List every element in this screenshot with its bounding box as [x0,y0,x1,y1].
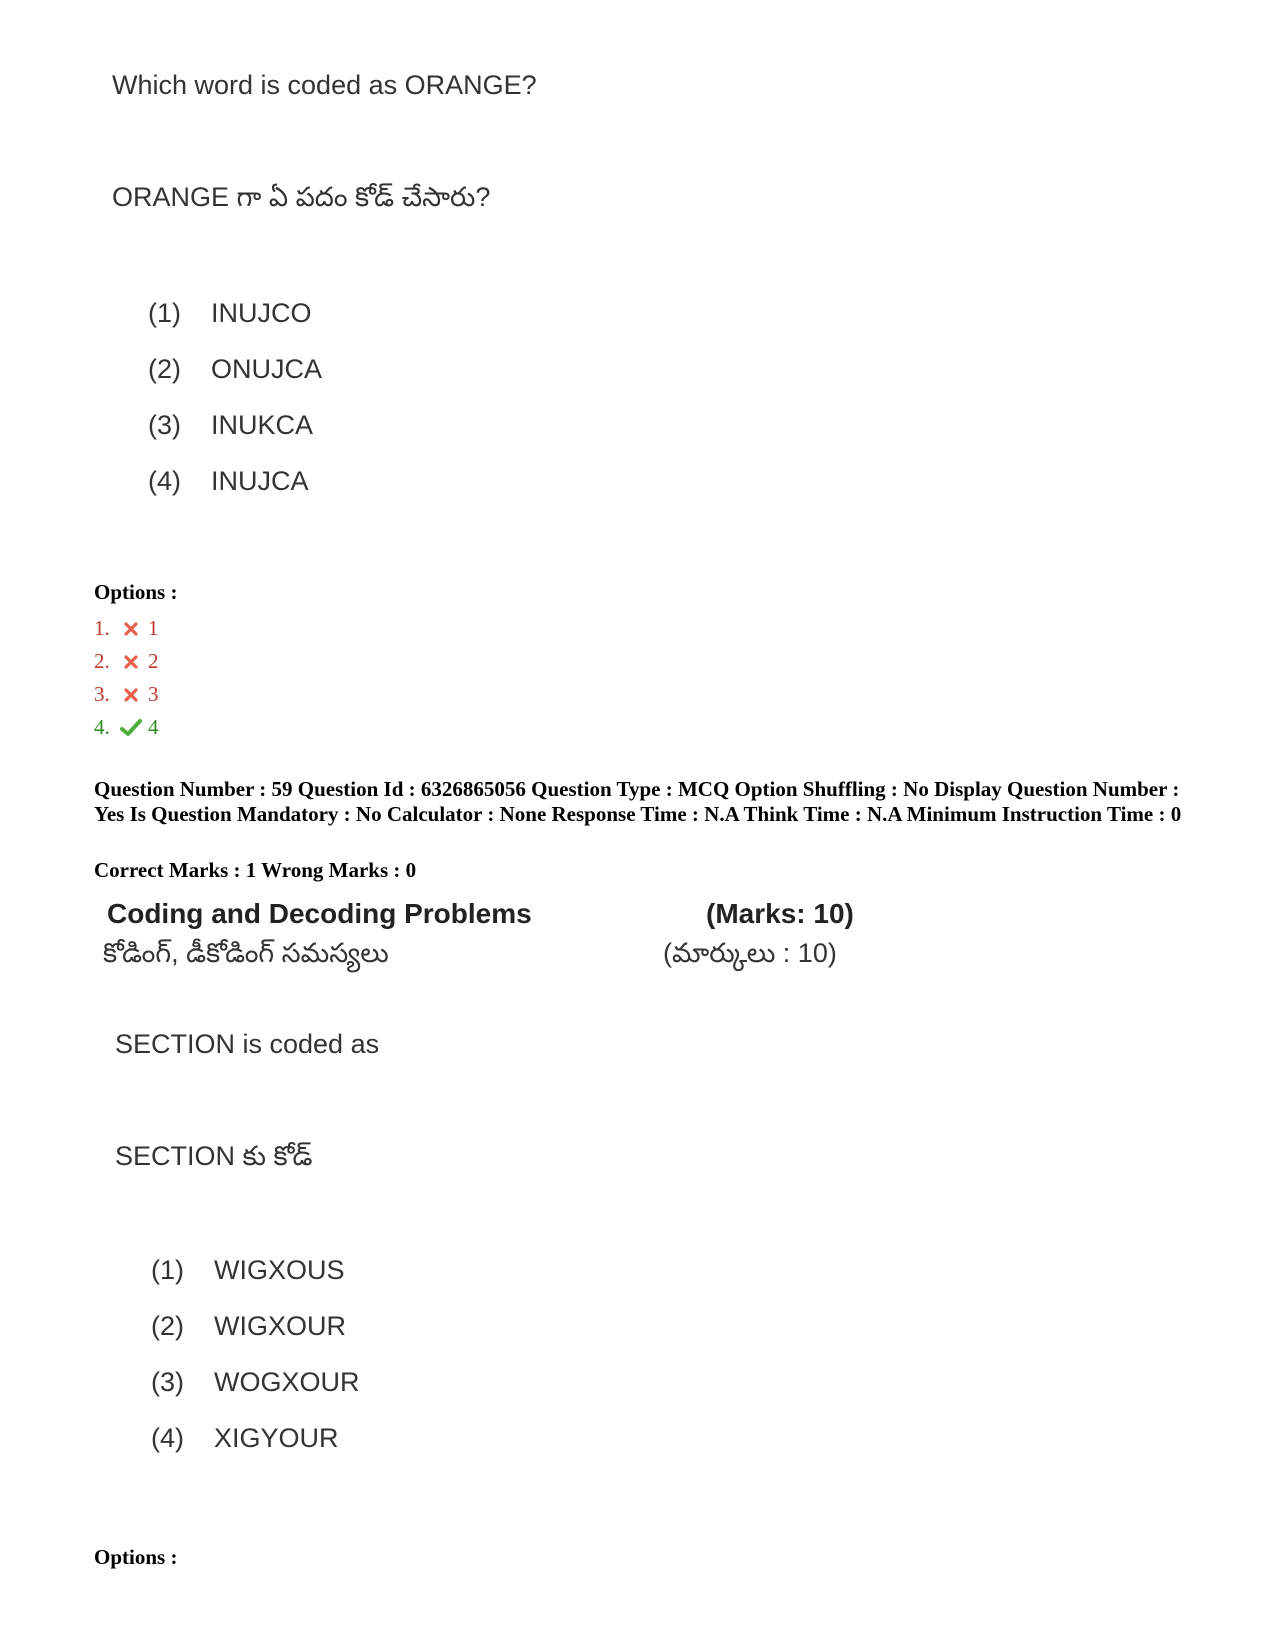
cross-icon [116,654,146,670]
answer-index: 3. [94,682,110,706]
choice-text: ONUJCA [211,354,323,384]
choice-text: INUKCA [211,410,314,440]
answer-index: 4. [94,715,110,739]
choice-item [148,354,322,385]
check-icon [116,719,146,737]
choice-item [151,1311,346,1342]
question-text-telugu: SECTION కు కోడ్ [115,1141,313,1171]
cross-icon [116,687,146,703]
answer-option [94,612,159,645]
question-text-telugu: ORANGE గా ఏ పదం కోడ్ చేసారు? [112,182,491,212]
choice-text: WIGXOUR [214,1311,346,1341]
section-title-telugu: కోడింగ్, డీకోడింగ్ సమస్యలు [103,938,389,968]
choice-number: (1) [151,1255,184,1285]
choice-text: XIGYOUR [214,1423,339,1453]
choice-text: INUJCO [211,298,312,328]
choice-text: WIGXOUS [214,1255,345,1285]
options-label: Options : [94,580,178,604]
choice-number: (3) [148,410,181,440]
question-text-english: Which word is coded as ORANGE? [112,70,537,100]
choice-item [151,1255,345,1286]
cross-icon [116,621,146,637]
answer-index: 2. [94,649,110,673]
answer-options-list [94,612,159,744]
answer-value: 2 [148,649,159,673]
options-label: Options : [94,1545,178,1569]
section-marks-english: (Marks: 10) [706,898,854,929]
choice-number: (3) [151,1367,184,1397]
answer-option [94,645,159,678]
answer-option [94,678,159,711]
answer-value: 1 [148,616,159,640]
choice-number: (4) [148,466,181,496]
answer-index: 1. [94,616,110,640]
marks-info: Correct Marks : 1 Wrong Marks : 0 [94,858,417,882]
choice-number: (1) [148,298,181,328]
choice-item [148,410,313,441]
choice-number: (2) [148,354,181,384]
choice-text: INUJCA [211,466,309,496]
question-text-english: SECTION is coded as [115,1029,380,1059]
choice-item [151,1367,360,1398]
choice-item [148,298,312,329]
choice-text: WOGXOUR [214,1367,360,1397]
choice-number: (2) [151,1311,184,1341]
section-marks-telugu: (మార్కులు : 10) [663,938,837,968]
answer-value: 4 [148,715,159,739]
answer-option [94,711,159,744]
section-title-english: Coding and Decoding Problems [107,898,532,929]
answer-value: 3 [148,682,159,706]
question-meta: Question Number : 59 Question Id : 6326865056 Question Type : MCQ Option Shuffling : No Display Question Number : Yes Is Question Mandatory : No Calculator : None Response Time : N.A Think Time : N.A Minimum Instruction Time : 0 [94,777,1182,826]
choice-item [148,466,309,497]
choice-number: (4) [151,1423,184,1453]
choice-item [151,1423,339,1454]
